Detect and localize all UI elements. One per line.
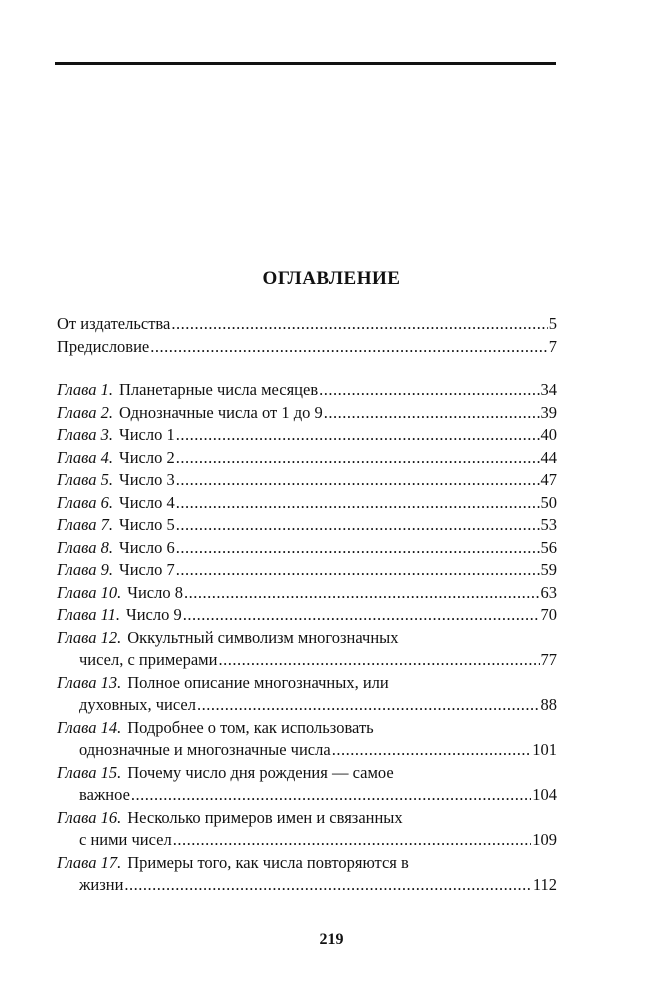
- chapter-label: Глава 9.: [57, 560, 113, 579]
- dot-leader: [176, 492, 540, 515]
- toc-entry-chapter-13[interactable]: [57, 672, 557, 717]
- dot-leader: [150, 336, 548, 359]
- toc-entry-chapter-6[interactable]: [57, 492, 557, 515]
- entry-page: 5: [548, 314, 557, 333]
- chapter-title: Полное описание многозначных, или: [127, 672, 389, 692]
- chapter-page: 47: [540, 470, 557, 489]
- chapter-title: Число 6: [118, 537, 175, 557]
- toc-entry-chapter-15[interactable]: [57, 762, 557, 807]
- chapter-label: Глава 7.: [57, 515, 113, 534]
- chapter-label: Глава 5.: [57, 470, 113, 489]
- chapter-title-continued: однозначные и многозначные числа: [79, 740, 331, 759]
- toc-entry-chapter-1[interactable]: [57, 379, 557, 402]
- chapter-title: Число 5: [118, 515, 175, 534]
- chapter-label: Глава 8.: [57, 537, 113, 557]
- dot-leader: [173, 829, 532, 852]
- chapter-page: 44: [540, 447, 557, 467]
- chapter-title: Планетарные числа месяцев: [118, 380, 319, 399]
- dot-leader: [176, 559, 540, 582]
- chapter-title: Несколько примеров имен и связанных: [127, 807, 403, 827]
- table-of-contents: [57, 313, 557, 897]
- dot-leader: [176, 514, 540, 537]
- toc-entry-chapter-17[interactable]: [57, 852, 557, 897]
- chapter-label: Глава 14.: [57, 717, 122, 737]
- top-rule: [55, 62, 556, 65]
- chapter-page: 63: [540, 582, 557, 602]
- chapter-label: Глава 3.: [57, 425, 113, 444]
- toc-entry-chapter-11[interactable]: [57, 604, 557, 627]
- dot-leader: [332, 739, 532, 762]
- toc-entry-publisher-note[interactable]: [57, 313, 557, 336]
- toc-entry-chapter-7[interactable]: [57, 514, 557, 537]
- dot-leader: [183, 604, 540, 627]
- toc-entry-chapter-8[interactable]: [57, 537, 557, 560]
- toc-entry-chapter-5[interactable]: [57, 469, 557, 492]
- chapter-page: 40: [540, 425, 557, 444]
- chapter-label: Глава 12.: [57, 627, 122, 647]
- chapter-page: 56: [540, 537, 557, 557]
- chapter-page: 70: [540, 605, 557, 624]
- chapter-label: Глава 10.: [57, 582, 122, 602]
- chapter-title: Число 9: [125, 605, 182, 624]
- dot-leader: [176, 469, 540, 492]
- chapter-page: 39: [540, 402, 557, 422]
- chapter-title-continued: с ними чисел: [79, 830, 172, 849]
- chapter-title: Число 8: [127, 582, 183, 602]
- chapter-title: Примеры того, как числа повторяются в: [127, 852, 409, 872]
- toc-entry-chapter-14[interactable]: [57, 717, 557, 762]
- entry-title: Предисловие: [57, 336, 150, 356]
- chapter-page: 53: [540, 515, 557, 534]
- chapter-page: 112: [532, 875, 557, 894]
- entry-page: 7: [548, 336, 557, 356]
- chapter-title: Число 4: [118, 492, 175, 512]
- chapter-label: Глава 2.: [57, 402, 113, 422]
- chapter-title: Однозначные числа от 1 до 9: [118, 402, 323, 422]
- chapter-label: Глава 16.: [57, 807, 122, 827]
- chapter-label: Глава 15.: [57, 762, 122, 782]
- chapter-title: Число 3: [118, 470, 175, 489]
- chapter-label: Глава 13.: [57, 672, 122, 692]
- chapter-title: Почему число дня рождения — самое: [127, 762, 394, 782]
- chapter-label: Глава 4.: [57, 447, 113, 467]
- chapter-title: Подробнее о том, как использовать: [127, 717, 374, 737]
- toc-entry-chapter-9[interactable]: [57, 559, 557, 582]
- chapter-label: Глава 1.: [57, 380, 113, 399]
- dot-leader: [184, 582, 540, 605]
- dot-leader: [131, 784, 531, 807]
- toc-heading: ОГЛАВЛЕНИЕ: [262, 268, 401, 289]
- dot-leader: [176, 537, 540, 560]
- chapter-label: Глава 6.: [57, 492, 113, 512]
- chapter-title-continued: чисел, с примерами: [79, 650, 218, 669]
- chapter-page: 77: [540, 650, 557, 669]
- chapter-label: Глава 11.: [57, 605, 120, 624]
- toc-entry-preface[interactable]: [57, 336, 557, 359]
- dot-leader: [324, 402, 540, 425]
- chapter-title: Число 2: [118, 447, 175, 467]
- chapter-title: Число 1: [118, 425, 175, 444]
- chapter-label: Глава 17.: [57, 852, 122, 872]
- toc-entry-chapter-2[interactable]: [57, 402, 557, 425]
- toc-entry-chapter-16[interactable]: [57, 807, 557, 852]
- chapter-page: 34: [540, 380, 557, 399]
- chapter-title: Оккультный символизм многозначных: [127, 627, 399, 647]
- toc-entry-chapter-3[interactable]: [57, 424, 557, 447]
- chapter-page: 50: [540, 492, 557, 512]
- chapter-page: 88: [540, 695, 557, 714]
- chapter-page: 59: [540, 560, 557, 579]
- page-number: 219: [319, 931, 344, 948]
- chapter-title-continued: духовных, чисел: [79, 695, 196, 714]
- section-gap: [57, 358, 557, 379]
- entry-title: От издательства: [57, 314, 171, 333]
- toc-entry-chapter-10[interactable]: [57, 582, 557, 605]
- dot-leader: [218, 649, 539, 672]
- chapter-title-continued: важное: [79, 785, 130, 804]
- chapter-title: Число 7: [118, 560, 175, 579]
- chapter-page: 101: [532, 740, 557, 759]
- dot-leader: [176, 424, 540, 447]
- dot-leader: [124, 874, 531, 897]
- dot-leader: [171, 313, 547, 336]
- chapter-page: 109: [532, 830, 557, 849]
- toc-entry-chapter-12[interactable]: [57, 627, 557, 672]
- toc-entry-chapter-4[interactable]: [57, 447, 557, 470]
- dot-leader: [197, 694, 540, 717]
- dot-leader: [176, 447, 540, 470]
- chapter-title-continued: жизни: [79, 875, 124, 894]
- dot-leader: [319, 379, 539, 402]
- chapter-page: 104: [532, 785, 557, 804]
